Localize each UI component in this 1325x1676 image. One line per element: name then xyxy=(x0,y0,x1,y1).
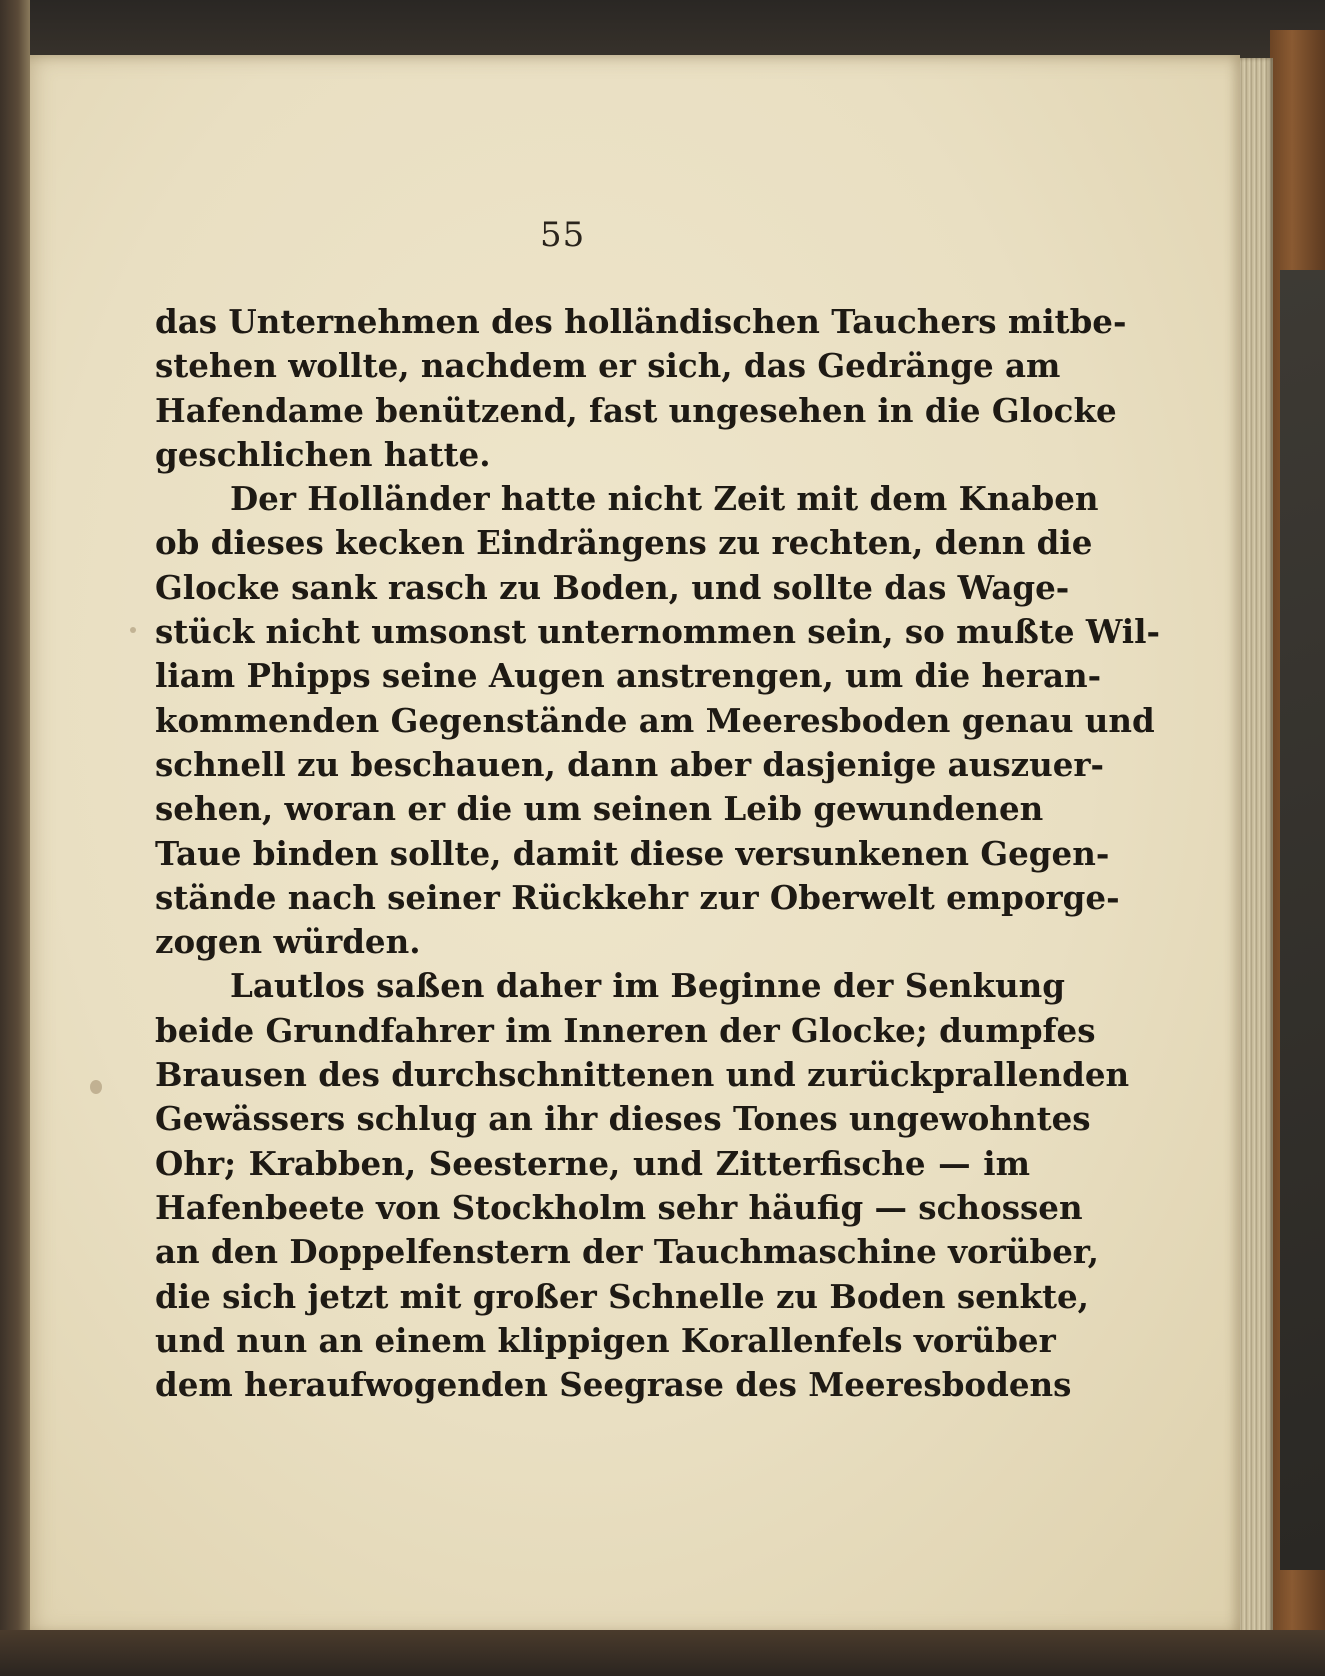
text-line: schnell zu beschauen, dann aber dasjenige auszuer- xyxy=(155,744,1104,784)
text-line: zogen würden. xyxy=(155,922,421,962)
book-bottom-edge xyxy=(0,1630,1325,1676)
book-left-edge xyxy=(0,0,30,1676)
text-line: Der Holländer hatte nicht Zeit mit dem Knaben xyxy=(230,479,1099,519)
text-line: stände nach seiner Rückkehr zur Oberwelt emporge- xyxy=(155,877,1120,917)
page-number: 55 xyxy=(540,215,586,255)
text-line: Glocke sank rasch zu Boden, und sollte das Wage- xyxy=(155,567,1070,607)
paper-spot xyxy=(130,627,136,633)
text-line: Ohr; Krabben, Seesterne, und Zitterfische — im xyxy=(155,1143,1030,1183)
book-cover-right xyxy=(1270,30,1325,1676)
text-line: die sich jetzt mit großer Schnelle zu Boden senkte, xyxy=(155,1276,1089,1316)
text-line: geschlichen hatte. xyxy=(155,434,491,474)
body-text xyxy=(155,300,1160,1407)
text-line: sehen, woran er die um seinen Leib gewundenen xyxy=(155,789,1044,829)
text-line: stehen wollte, nachdem er sich, das Gedränge am xyxy=(155,346,1061,386)
text-line: Hafendame benützend, fast ungesehen in die Glocke xyxy=(155,390,1117,430)
text-line: kommenden Gegenstände am Meeresboden genau und xyxy=(155,700,1155,740)
text-line: stück nicht umsonst unternommen sein, so mußte Wil- xyxy=(155,612,1160,652)
text-line: das Unternehmen des holländischen Tauchers mitbe- xyxy=(155,302,1127,341)
text-line: liam Phipps seine Augen anstrengen, um die heran- xyxy=(155,656,1102,696)
text-line: Hafenbeete von Stockholm sehr häufig — schossen xyxy=(155,1187,1083,1227)
text-line: Lautlos saßen daher im Beginne der Senkung xyxy=(230,966,1066,1006)
text-line: dem heraufwogenden Seegrase des Meeresbodens xyxy=(155,1365,1072,1405)
text-line: ob dieses kecken Eindrängens zu rechten, denn die xyxy=(155,523,1093,563)
text-line: Taue binden sollte, damit diese versunkenen Gegen- xyxy=(155,833,1110,873)
paper-spot xyxy=(90,1080,102,1094)
text-line: Brausen des durchschnittenen und zurückprallenden xyxy=(155,1055,1130,1095)
text-line: und nun an einem klippigen Korallenfels vorüber xyxy=(155,1320,1056,1360)
text-line: an den Doppelfenstern der Tauchmaschine vorüber, xyxy=(155,1232,1099,1272)
text-line: beide Grundfahrer im Inneren der Glocke; dumpfes xyxy=(155,1010,1096,1050)
text-line: Gewässers schlug an ihr dieses Tones ungewohntes xyxy=(155,1099,1091,1139)
